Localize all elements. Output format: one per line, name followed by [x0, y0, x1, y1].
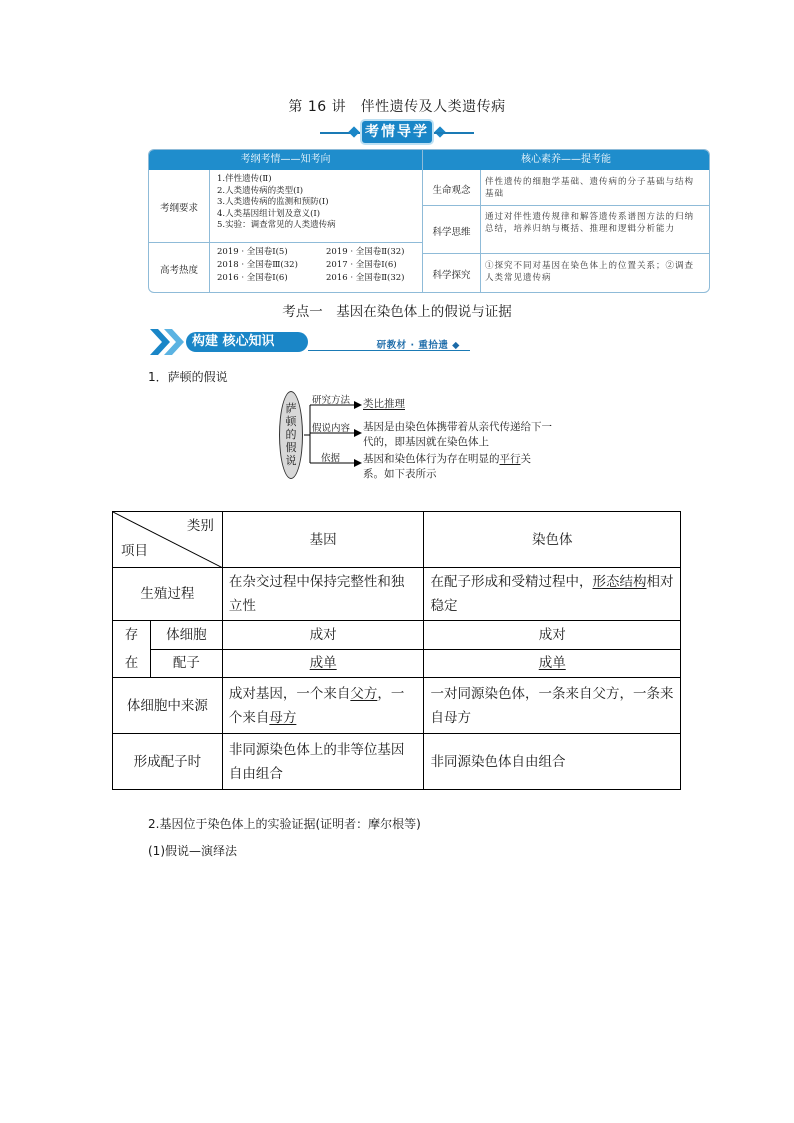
requirement-item: 5.实验：调查常见的人类遗传病 [217, 220, 336, 230]
cell-text-underlined: 父方 [350, 685, 378, 702]
hypothesis-root-label: 萨顿的假说 [285, 402, 297, 467]
guide-banner [320, 119, 474, 147]
heat-item: 2017 · 全国卷Ⅰ(6) [326, 260, 397, 270]
cell-text: 成对基因，一个来自 [228, 685, 351, 702]
row-label: 生殖过程 [113, 568, 223, 621]
requirements-list [217, 174, 336, 232]
requirement-item: 2.人类遗传病的类型(Ⅰ) [217, 185, 304, 196]
divider [423, 205, 709, 206]
cell-gene: 非同源染色体上的非等位基因自由组合 [222, 734, 424, 790]
section-2-1-heading: (1)假说—演绎法 [148, 844, 237, 858]
tree-text [363, 452, 543, 482]
hypothesis-root [279, 391, 303, 479]
exist-label [113, 621, 151, 678]
tree-label: 假说内容 [312, 423, 351, 434]
col-header-chromosome: 染色体 [424, 512, 681, 568]
tree-text-underlined: 平行 [499, 453, 521, 465]
chevron-right-icon [164, 329, 184, 355]
tree-text: 类比推理 [363, 398, 405, 410]
cell-text: 相对稳定 [430, 574, 674, 614]
heat-item: 2016 · 全国卷Ⅱ(32) [326, 273, 405, 283]
cell-text-underlined: 母方 [269, 709, 297, 726]
tree-text-part: 关系。如下表所示 [363, 453, 531, 480]
requirement-item: 1.伴性遗传(Ⅱ) [217, 174, 272, 184]
heat-item: 2019 · 全国卷Ⅱ(32) [326, 247, 405, 257]
divider [423, 253, 709, 254]
cell-chromosome: 成单 [424, 649, 681, 678]
tree-text: 基因是由染色体携带着从亲代传递给下一代的，即基因就在染色体上 [363, 421, 552, 448]
overview-right-header: 核心素养——提考能 [423, 150, 709, 170]
exist-char: 存 [124, 627, 139, 643]
banner-diamond-left [348, 126, 359, 137]
cell-gene: 成单 [222, 649, 424, 678]
literacy-label: 生命观念 [432, 185, 471, 196]
cell-gene: 在杂交过程中保持完整性和独立性 [222, 568, 424, 621]
literacy-label: 科学探究 [432, 270, 471, 281]
col-header-gene: 基因 [222, 512, 424, 568]
table-corner-cell [113, 512, 223, 568]
tree-label: 研究方法 [312, 395, 351, 406]
requirement-item: 4.人类基因组计划及意义(Ⅰ) [217, 208, 321, 219]
section-1-heading: 1．萨顿的假说 [148, 370, 228, 384]
cell-gene [222, 678, 424, 734]
literacy-text: ①探究不同对基因在染色体上的位置关系；②调查人类常见遗传病 [485, 261, 695, 283]
heat-item: 2019 · 全国卷Ⅰ(5) [217, 247, 288, 257]
row-label: 配子 [150, 649, 222, 678]
cell-chromosome [424, 568, 681, 621]
cell-text: ，一个来自 [228, 685, 405, 726]
row-label: 体细胞中来源 [113, 678, 223, 734]
divider [209, 170, 210, 292]
cell-text-underlined: 形态结构 [592, 574, 647, 590]
heat-label: 高考热度 [159, 265, 198, 276]
guide-banner-label: 考情导学 [362, 121, 432, 143]
tree-label: 依据 [321, 453, 341, 464]
corner-bottom-label: 项目 [121, 543, 148, 559]
gene-chromosome-table [112, 511, 681, 790]
overview-left-header: 考纲考情——知考向 [149, 150, 422, 170]
cell-chromosome: 非同源染色体自由组合 [424, 734, 681, 790]
cell-gene: 成对 [222, 621, 424, 650]
literacy-text: 通过对伴性遗传规律和解答遗传系谱图方法的归纳总结，培养归纳与概括、推理和逻辑分析能力 [485, 212, 695, 234]
divider [480, 170, 481, 292]
cell-text: 在配子形成和受精过程中， [430, 574, 593, 590]
tree-text-part: 基因和染色体行为存在明显的 [363, 453, 500, 465]
literacy-text: 伴性遗传的细胞学基础、遗传病的分子基础与结构基础 [485, 177, 695, 199]
exam-overview-box [148, 149, 710, 293]
banner-line-right [434, 132, 474, 134]
section-2-heading: 2.基因位于染色体上的实验证据(证明者：摩尔根等) [148, 817, 421, 831]
row-label: 体细胞 [150, 621, 222, 650]
core-knowledge-label: 构建 核心知识 [186, 332, 308, 352]
literacy-label: 科学思维 [432, 227, 471, 238]
heat-item: 2016 · 全国卷Ⅰ(6) [217, 273, 288, 283]
divider [149, 242, 422, 243]
requirement-item: 3.人类遗传病的监测和预防(Ⅰ) [217, 197, 329, 207]
kaodian-heading: 考点一 基因在染色体上的假说与证据 [282, 304, 512, 320]
core-knowledge-bar [150, 329, 470, 357]
corner-top-label: 类别 [186, 518, 214, 534]
req-label: 考纲要求 [159, 203, 198, 214]
cell-chromosome: 一对同源染色体，一条来自父方，一条来自母方 [424, 678, 681, 734]
heat-item: 2018 · 全国卷Ⅲ(32) [217, 260, 298, 270]
row-label: 形成配子时 [113, 734, 223, 790]
core-knowledge-sub: 研教材 · 重拾遗 ◆ [376, 340, 460, 351]
lecture-title: 第 16 讲 伴性遗传及人类遗传病 [288, 99, 506, 115]
cell-chromosome: 成对 [424, 621, 681, 650]
exist-char: 在 [124, 655, 139, 671]
